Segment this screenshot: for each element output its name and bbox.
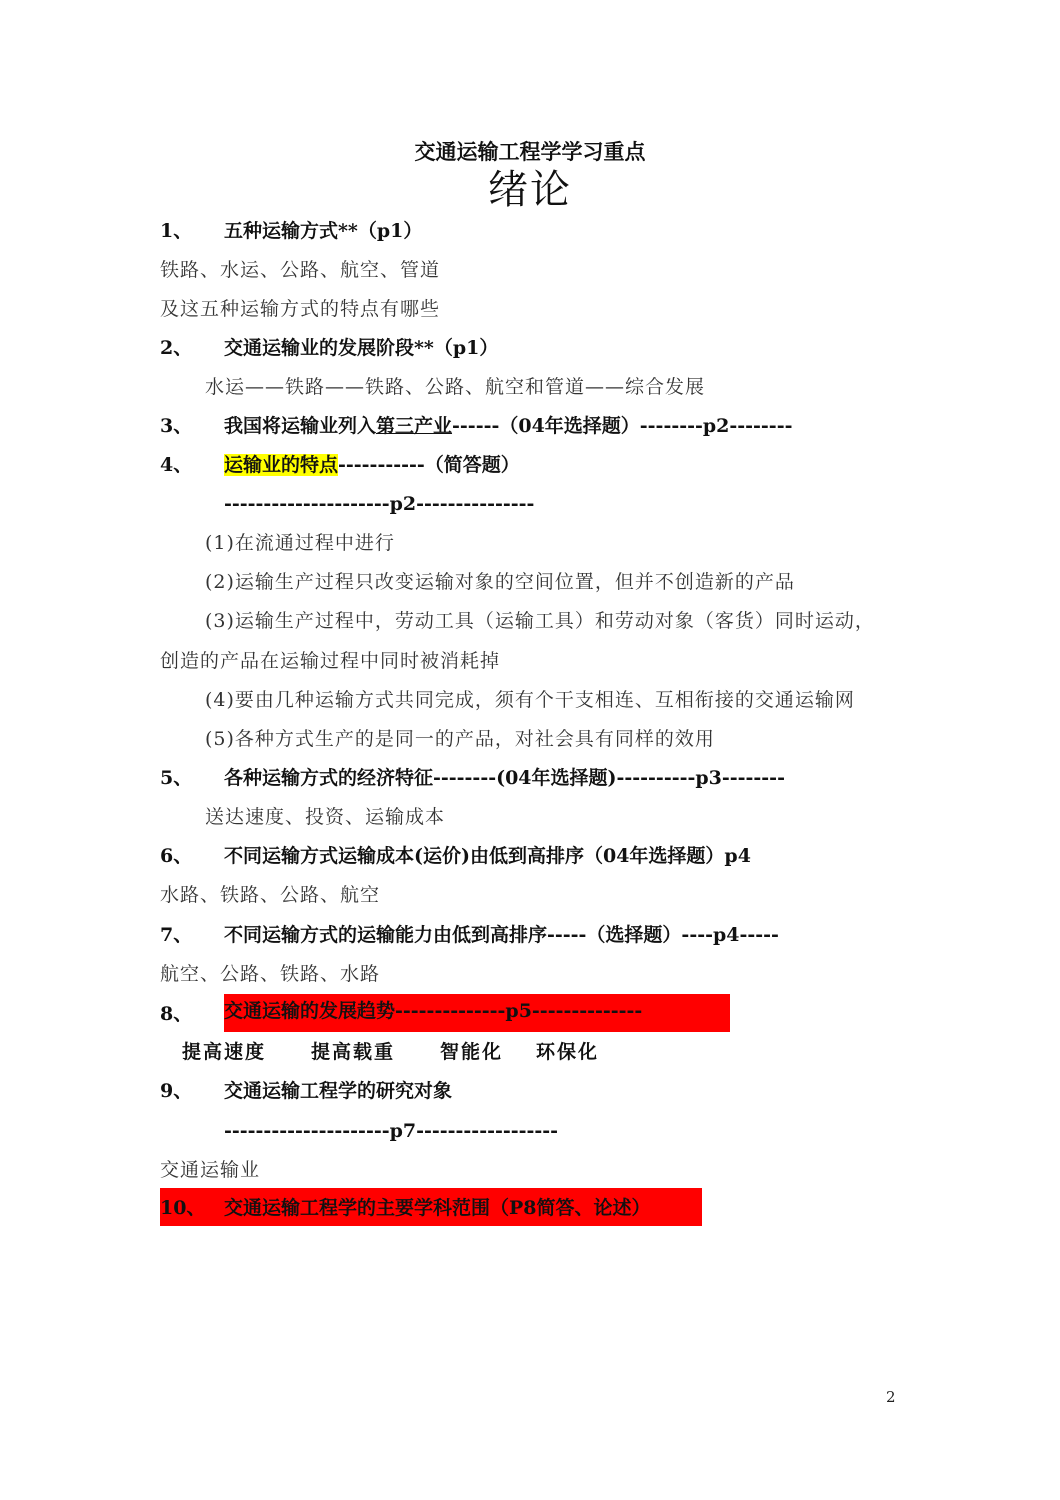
trend-3: 智能化: [440, 1041, 504, 1063]
item-6: [160, 841, 751, 871]
item-heading: 五种运输方式**（p1）: [224, 220, 423, 242]
item-7: [160, 920, 779, 950]
item-4-continuation: ---------------------p2---------------: [224, 493, 535, 515]
item-8: [160, 998, 730, 1028]
answer-7: 航空、公路、铁路、水路: [160, 963, 381, 985]
answer-5: 送达速度、投资、运输成本: [205, 806, 446, 828]
chapter-title: 绪论: [488, 167, 572, 213]
item-number: 1、: [160, 220, 193, 242]
answer-8: [182, 1037, 599, 1067]
trend-4: 环保化: [536, 1041, 600, 1063]
answer-4-2: (2)运输生产过程只改变运输对象的空间位置，但并不创造新的产品: [205, 571, 795, 593]
trend-2: 提高载重: [311, 1041, 396, 1063]
answer-1-line-1: 铁路、水运、公路、航空、管道: [160, 259, 441, 281]
item-3: [160, 411, 792, 441]
item-2: [160, 333, 498, 363]
item-number: 4、: [160, 454, 193, 476]
item-heading-highlight: 交通运输的发展趋势: [224, 1000, 396, 1022]
item-heading-pre: 我国将运输业列入: [224, 415, 377, 437]
answer-4-1: (1)在流通过程中进行: [205, 532, 395, 554]
item-heading: 不同运输方式运输成本(运价)由低到高排序（04年选择题）p4: [224, 845, 751, 867]
item-heading: 交通运输工程学的研究对象: [224, 1080, 453, 1102]
item-number: 10、: [160, 1197, 206, 1219]
item-number: 6、: [160, 845, 193, 867]
answer-1-line-2: 及这五种运输方式的特点有哪些: [160, 298, 441, 320]
item-heading-post: -----------（简答题）: [338, 454, 520, 476]
item-5: [160, 763, 785, 793]
item-heading-highlight: 运输业的特点: [224, 454, 339, 476]
answer-6: 水路、铁路、公路、航空: [160, 884, 381, 906]
answer-4-5: (5)各种方式生产的是同一的产品，对社会具有同样的效用: [205, 728, 715, 750]
trend-1: 提高速度: [182, 1041, 267, 1063]
answer-9: 交通运输业: [160, 1159, 261, 1181]
answer-2: 水运——铁路——铁路、公路、航空和管道——综合发展: [205, 376, 706, 398]
item-9-continuation: ---------------------p7------------------: [224, 1120, 559, 1142]
item-heading: 不同运输方式的运输能力由低到高排序-----（选择题）----p4-----: [224, 924, 779, 946]
item-number: 2、: [160, 337, 193, 359]
document-title: 交通运输工程学学习重点: [414, 139, 646, 164]
item-number: 3、: [160, 415, 193, 437]
item-1: [160, 216, 422, 246]
item-heading: 各种运输方式的经济特征--------(04年选择题)----------p3--------: [224, 767, 785, 789]
item-number: 7、: [160, 924, 193, 946]
answer-4-3a: (3)运输生产过程中，劳动工具（运输工具）和劳动对象（客货）同时运动，: [205, 610, 875, 632]
item-heading-post: --------------p5--------------: [395, 1000, 643, 1022]
item-9: [160, 1076, 452, 1106]
item-heading-underlined: 第三产业: [376, 415, 453, 437]
item-heading: 交通运输业的发展阶段**（p1）: [224, 337, 499, 359]
item-heading-post: ------（04年选择题）--------p2--------: [452, 415, 793, 437]
answer-4-3b: 创造的产品在运输过程中同时被消耗掉: [160, 650, 501, 672]
answer-4-4: (4)要由几种运输方式共同完成，须有个干支相连、互相衔接的交通运输网: [205, 689, 855, 711]
item-number: 8、: [160, 1003, 193, 1025]
item-heading: 交通运输工程学的主要学科范围（P8简答、论述）: [224, 1197, 651, 1219]
item-10: [160, 1188, 702, 1226]
item-number: 5、: [160, 767, 193, 789]
item-heading-highlight-bar: [224, 994, 730, 1032]
item-number: 9、: [160, 1080, 193, 1102]
page-number: 2: [886, 1388, 896, 1406]
item-4: [160, 450, 520, 480]
